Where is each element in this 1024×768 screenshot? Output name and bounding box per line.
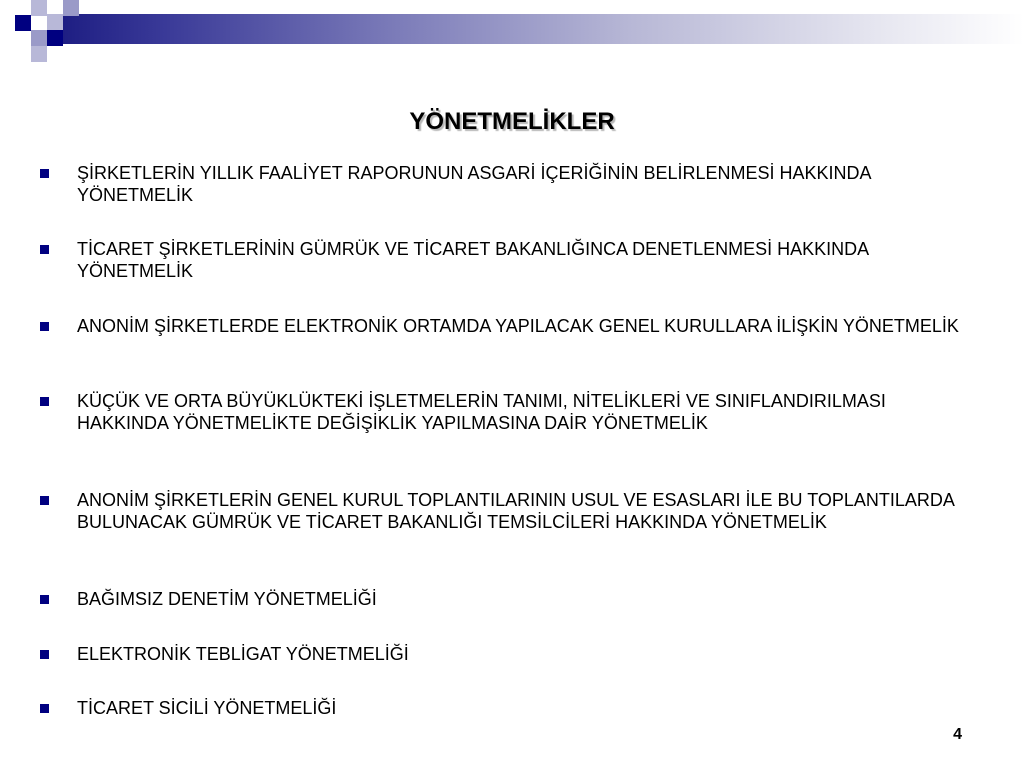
- square-bullet-icon: [40, 650, 49, 659]
- list-item: [77, 697, 977, 719]
- list-item-text: ŞİRKETLERİN YILLIK FAALİYET RAPORUNUN ASGARİ İÇERİĞİNİN BELİRLENMESİ HAKKINDA YÖNETMELİK: [77, 163, 871, 205]
- list-item-text: KÜÇÜK VE ORTA BÜYÜKLÜKTEKİ İŞLETMELERİN TANIMI, NİTELİKLERİ VE SINIFLANDIRILMASI HAKKINDA YÖNETMELİKTE DEĞİŞİKLİK YAPILMASINA DAİR YÖNETMELİK: [77, 391, 886, 433]
- page-number: 4: [953, 726, 962, 743]
- list-item-text: ANONİM ŞİRKETLERİN GENEL KURUL TOPLANTILARININ USUL VE ESASLARI İLE BU TOPLANTILARDA BULUNACAK GÜMRÜK VE TİCARET BAKANLIĞI TEMSİLCİLERİ HAKKINDA YÖNETMELİK: [77, 490, 954, 532]
- list-item-text: BAĞIMSIZ DENETİM YÖNETMELİĞİ: [77, 589, 377, 609]
- list-item: [77, 588, 977, 610]
- list-item-text: ANONİM ŞİRKETLERDE ELEKTRONİK ORTAMDA YAPILACAK GENEL KURULLARA İLİŞKİN YÖNETMELİK: [77, 316, 959, 336]
- square-bullet-icon: [40, 322, 49, 331]
- list-item-text: TİCARET ŞİRKETLERİNİN GÜMRÜK VE TİCARET BAKANLIĞINCA DENETLENMESİ HAKKINDA YÖNETMELİK: [77, 239, 869, 281]
- list-item-text: TİCARET SİCİLİ YÖNETMELİĞİ: [77, 698, 337, 718]
- square-bullet-icon: [40, 169, 49, 178]
- square-bullet-icon: [40, 704, 49, 713]
- list-item: [77, 643, 977, 665]
- list-item: [77, 315, 977, 337]
- list-item-text: ELEKTRONİK TEBLİGAT YÖNETMELİĞİ: [77, 644, 409, 664]
- list-item: [77, 238, 977, 282]
- list-item: [77, 489, 977, 533]
- square-bullet-icon: [40, 496, 49, 505]
- list-item: [77, 162, 977, 206]
- slide-title: YÖNETMELİKLER: [409, 108, 615, 135]
- square-bullet-icon: [40, 245, 49, 254]
- square-bullet-icon: [40, 397, 49, 406]
- list-item: [77, 390, 977, 434]
- square-bullet-icon: [40, 595, 49, 604]
